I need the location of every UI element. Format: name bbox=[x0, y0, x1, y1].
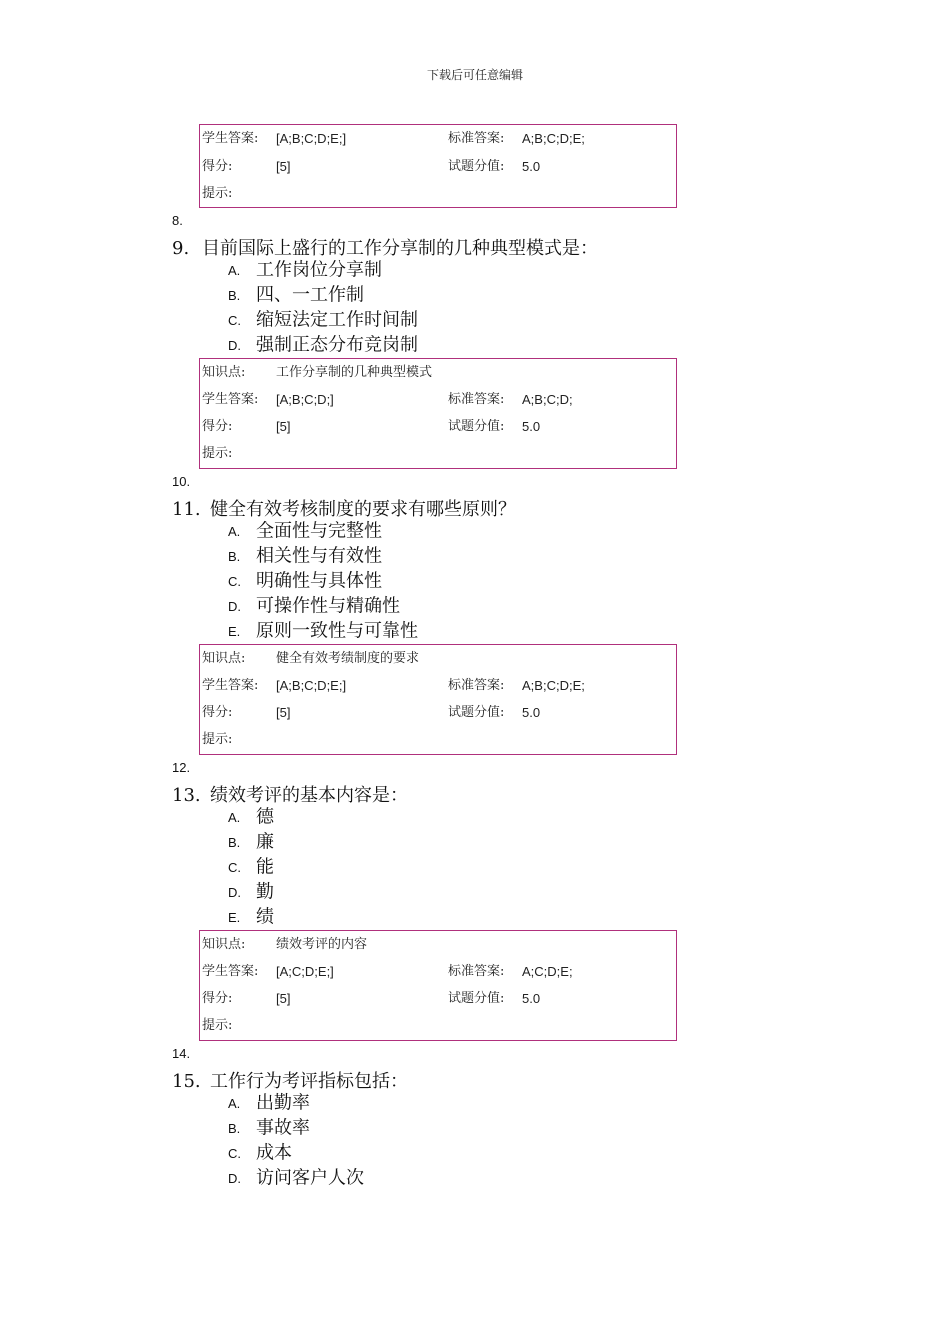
knowledge-value: 健全有效考绩制度的要求 bbox=[276, 651, 420, 666]
question-number: 11. bbox=[172, 499, 201, 520]
option bbox=[228, 1166, 364, 1190]
hint-row bbox=[200, 730, 676, 750]
question-number: 13. bbox=[172, 785, 201, 806]
hint-label: 提示: bbox=[202, 1018, 233, 1033]
option-text: 能 bbox=[256, 856, 274, 878]
option bbox=[228, 905, 274, 929]
score-row bbox=[200, 703, 676, 723]
option bbox=[228, 1116, 310, 1140]
question-text: 绩效考评的基本内容是： bbox=[210, 785, 408, 806]
question-marker: 12. bbox=[172, 760, 191, 775]
option-text: 访问客户人次 bbox=[256, 1167, 364, 1189]
answer-box bbox=[199, 644, 677, 755]
option-letter: D. bbox=[228, 884, 241, 900]
option bbox=[228, 805, 274, 829]
point-value-label: 试题分值: bbox=[448, 705, 505, 720]
hint-label: 提示: bbox=[202, 732, 233, 747]
hint-row bbox=[200, 184, 676, 204]
point-value-label: 试题分值: bbox=[448, 159, 505, 174]
knowledge-row bbox=[200, 935, 676, 955]
option bbox=[228, 880, 274, 904]
student-answer-row bbox=[200, 129, 676, 149]
score-row bbox=[200, 157, 676, 177]
option-letter: C. bbox=[228, 859, 241, 875]
option-text: 事故率 bbox=[256, 1117, 310, 1139]
point-value: 5.0 bbox=[522, 705, 541, 720]
option-letter: A. bbox=[228, 1095, 241, 1111]
standard-answer-label: 标准答案: bbox=[448, 131, 505, 146]
option-text: 绩 bbox=[256, 906, 274, 928]
score-value: [5] bbox=[276, 159, 291, 174]
answer-box bbox=[199, 930, 677, 1041]
option-text: 四、一工作制 bbox=[256, 284, 364, 306]
score-label: 得分: bbox=[202, 991, 233, 1006]
standard-answer-label: 标准答案: bbox=[448, 964, 505, 979]
standard-answer-value: A;B;C;D;E; bbox=[522, 678, 585, 693]
option-text: 原则一致性与可靠性 bbox=[256, 620, 418, 642]
standard-answer-value: A;B;C;D; bbox=[522, 392, 573, 407]
option-text: 工作岗位分享制 bbox=[256, 259, 382, 281]
question-title bbox=[172, 495, 516, 521]
hint-row bbox=[200, 1016, 676, 1036]
student-answer-label: 学生答案: bbox=[202, 964, 259, 979]
student-answer-label: 学生答案: bbox=[202, 392, 259, 407]
option-letter: D. bbox=[228, 337, 241, 353]
option-text: 成本 bbox=[256, 1142, 292, 1164]
answer-box bbox=[199, 358, 677, 469]
option-text: 勤 bbox=[256, 881, 274, 903]
option bbox=[228, 594, 400, 618]
point-value: 5.0 bbox=[522, 991, 541, 1006]
option bbox=[228, 569, 382, 593]
standard-answer-value: A;C;D;E; bbox=[522, 964, 573, 979]
option-letter: E. bbox=[228, 909, 241, 925]
question-marker: 10. bbox=[172, 474, 191, 489]
option-letter: C. bbox=[228, 573, 241, 589]
score-value: [5] bbox=[276, 705, 291, 720]
hint-label: 提示: bbox=[202, 446, 233, 461]
hint-row bbox=[200, 444, 676, 464]
knowledge-value: 绩效考评的内容 bbox=[276, 937, 368, 952]
option-letter: B. bbox=[228, 548, 241, 564]
student-answer-value: [A;B;C;D;E;] bbox=[276, 131, 347, 146]
knowledge-label: 知识点: bbox=[202, 937, 246, 952]
knowledge-value: 工作分享制的几种典型模式 bbox=[276, 365, 433, 380]
question-title bbox=[172, 781, 408, 807]
knowledge-row bbox=[200, 363, 676, 383]
question-number: 9. bbox=[172, 238, 190, 259]
option-text: 缩短法定工作时间制 bbox=[256, 309, 418, 331]
option-text: 明确性与具体性 bbox=[256, 570, 382, 592]
option bbox=[228, 308, 418, 332]
option bbox=[228, 1141, 292, 1165]
option-letter: C. bbox=[228, 1145, 241, 1161]
standard-answer-value: A;B;C;D;E; bbox=[522, 131, 585, 146]
answer-box bbox=[199, 124, 677, 208]
option-text: 廉 bbox=[256, 831, 274, 853]
score-value: [5] bbox=[276, 419, 291, 434]
student-answer-label: 学生答案: bbox=[202, 678, 259, 693]
student-answer-value: [A;C;D;E;] bbox=[276, 964, 334, 979]
point-value-label: 试题分值: bbox=[448, 991, 505, 1006]
score-label: 得分: bbox=[202, 419, 233, 434]
option bbox=[228, 855, 274, 879]
standard-answer-label: 标准答案: bbox=[448, 392, 505, 407]
option bbox=[228, 333, 418, 357]
question-title bbox=[172, 1067, 408, 1093]
option-text: 强制正态分布竞岗制 bbox=[256, 334, 418, 356]
option bbox=[228, 619, 418, 643]
option bbox=[228, 258, 382, 282]
option-letter: B. bbox=[228, 287, 241, 303]
score-row bbox=[200, 989, 676, 1009]
student-answer-row bbox=[200, 962, 676, 982]
option bbox=[228, 519, 382, 543]
option-letter: B. bbox=[228, 834, 241, 850]
option-letter: A. bbox=[228, 523, 241, 539]
question-title bbox=[172, 234, 598, 260]
option-letter: C. bbox=[228, 312, 241, 328]
point-value: 5.0 bbox=[522, 159, 541, 174]
question-text: 工作行为考评指标包括： bbox=[210, 1071, 408, 1092]
option-letter: D. bbox=[228, 1170, 241, 1186]
option-letter: E. bbox=[228, 623, 241, 639]
option-text: 相关性与有效性 bbox=[256, 545, 382, 567]
score-row bbox=[200, 417, 676, 437]
option-letter: A. bbox=[228, 809, 241, 825]
option bbox=[228, 1091, 310, 1115]
question-marker: 8. bbox=[172, 213, 183, 228]
question-marker: 14. bbox=[172, 1046, 191, 1061]
option bbox=[228, 830, 274, 854]
question-text: 健全有效考核制度的要求有哪些原则？ bbox=[210, 499, 516, 520]
score-label: 得分: bbox=[202, 159, 233, 174]
score-value: [5] bbox=[276, 991, 291, 1006]
option bbox=[228, 283, 364, 307]
knowledge-label: 知识点: bbox=[202, 365, 246, 380]
student-answer-label: 学生答案: bbox=[202, 131, 259, 146]
knowledge-row bbox=[200, 649, 676, 669]
student-answer-row bbox=[200, 676, 676, 696]
student-answer-value: [A;B;C;D;] bbox=[276, 392, 334, 407]
student-answer-value: [A;B;C;D;E;] bbox=[276, 678, 347, 693]
option-letter: B. bbox=[228, 1120, 241, 1136]
option-letter: D. bbox=[228, 598, 241, 614]
student-answer-row bbox=[200, 390, 676, 410]
point-value-label: 试题分值: bbox=[448, 419, 505, 434]
point-value: 5.0 bbox=[522, 419, 541, 434]
question-text: 目前国际上盛行的工作分享制的几种典型模式是： bbox=[202, 238, 598, 259]
option-text: 可操作性与精确性 bbox=[256, 595, 400, 617]
page-header: 下载后可任意编辑 bbox=[426, 68, 523, 82]
option-text: 出勤率 bbox=[256, 1092, 310, 1114]
option-letter: A. bbox=[228, 262, 241, 278]
score-label: 得分: bbox=[202, 705, 233, 720]
knowledge-label: 知识点: bbox=[202, 651, 246, 666]
standard-answer-label: 标准答案: bbox=[448, 678, 505, 693]
hint-label: 提示: bbox=[202, 186, 233, 201]
option-text: 全面性与完整性 bbox=[256, 520, 382, 542]
option-text: 德 bbox=[256, 806, 274, 828]
question-number: 15. bbox=[172, 1071, 201, 1092]
option bbox=[228, 544, 382, 568]
